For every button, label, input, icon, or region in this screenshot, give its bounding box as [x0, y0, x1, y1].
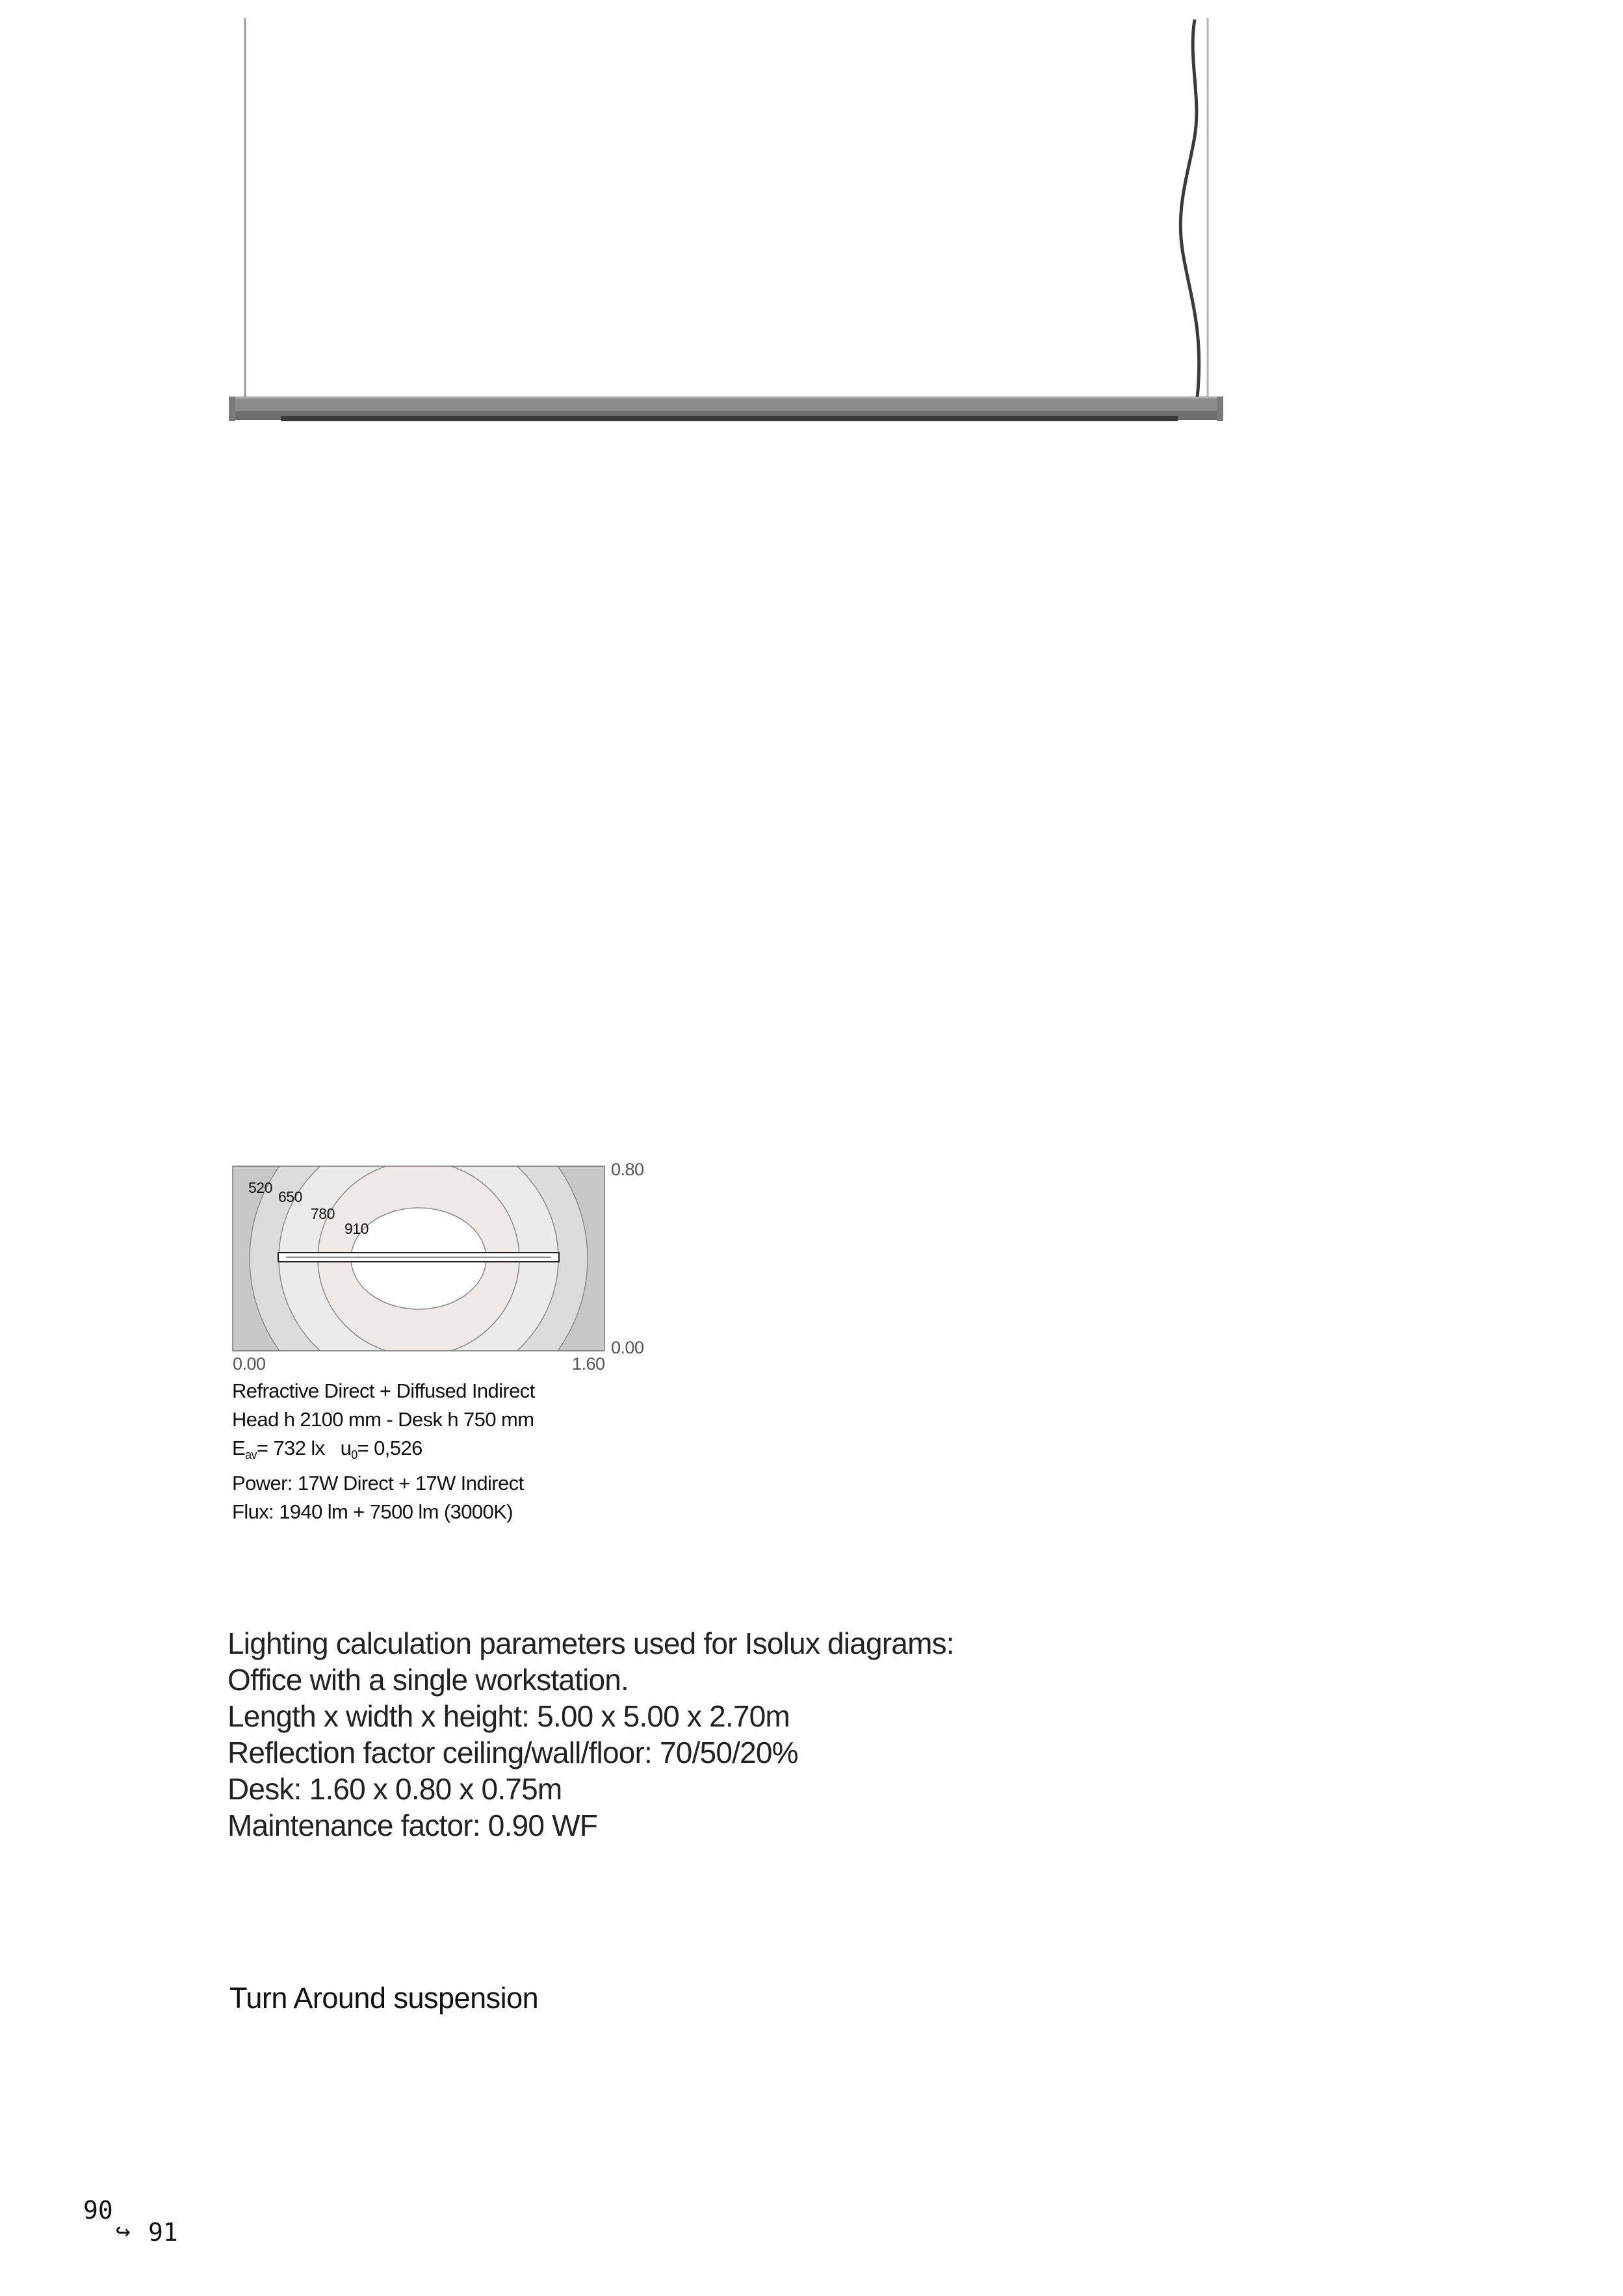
suspension-lamp-illustration: [0, 0, 1623, 455]
page-number-next[interactable]: 91: [148, 2218, 178, 2247]
page-number-current: 90: [83, 2196, 113, 2224]
isolux-contour-plot: [221, 1151, 676, 1365]
spec-optics: Refractive Direct + Diffused Indirect: [232, 1379, 535, 1402]
contour-label-910: 910: [344, 1220, 369, 1237]
isolux-spec-block: [232, 1377, 752, 1526]
param-room-type: Office with a single workstation.: [227, 1663, 629, 1697]
param-maintenance-factor: Maintenance factor: 0.90 WF: [227, 1808, 598, 1842]
power-cable: [1180, 20, 1199, 398]
param-reflection-factor: Reflection factor ceiling/wall/floor: 70/50/20%: [227, 1736, 798, 1769]
spec-e-symbol: E: [232, 1437, 246, 1459]
param-desk-dimensions: Desk: 1.60 x 0.80 x 0.75m: [227, 1772, 562, 1806]
lamp-endcap-right: [1217, 397, 1223, 421]
spec-u-subscript: 0: [351, 1448, 357, 1461]
isolux-diagram: [221, 1151, 676, 1374]
spec-e-value: = 732 lx u: [256, 1437, 352, 1459]
lamp-endcap-left: [229, 397, 235, 421]
next-page-arrow-icon[interactable]: ↪: [116, 2217, 131, 2245]
section-title: Turn Around suspension: [229, 1981, 539, 2015]
spec-u-value: = 0,526: [357, 1437, 422, 1459]
spec-heights: Head h 2100 mm - Desk h 750 mm: [232, 1408, 534, 1431]
y-axis-max-label: 0.80: [611, 1160, 644, 1179]
lamp-louver-strip: [281, 416, 1178, 421]
param-room-dimensions: Length x width x height: 5.00 x 5.00 x 2.70m: [227, 1699, 790, 1733]
contour-label-520: 520: [248, 1179, 272, 1196]
spec-flux: Flux: 1940 lm + 7500 lm (3000K): [232, 1500, 513, 1523]
spec-illuminance: [232, 1434, 752, 1469]
calculation-parameters: [227, 1625, 1267, 1844]
x-axis-min-label: 0.00: [233, 1354, 266, 1374]
spec-power: Power: 17W Direct + 17W Indirect: [232, 1472, 524, 1494]
x-axis-max-label: 1.60: [572, 1354, 605, 1374]
contour-label-650: 650: [278, 1188, 302, 1205]
contour-label-780: 780: [311, 1205, 335, 1222]
y-axis-min-label: 0.00: [611, 1338, 644, 1357]
lamp-body-top: [229, 397, 1223, 411]
param-heading: Lighting calculation parameters used for Isolux diagrams:: [227, 1626, 954, 1660]
spec-e-subscript: av: [245, 1448, 257, 1461]
